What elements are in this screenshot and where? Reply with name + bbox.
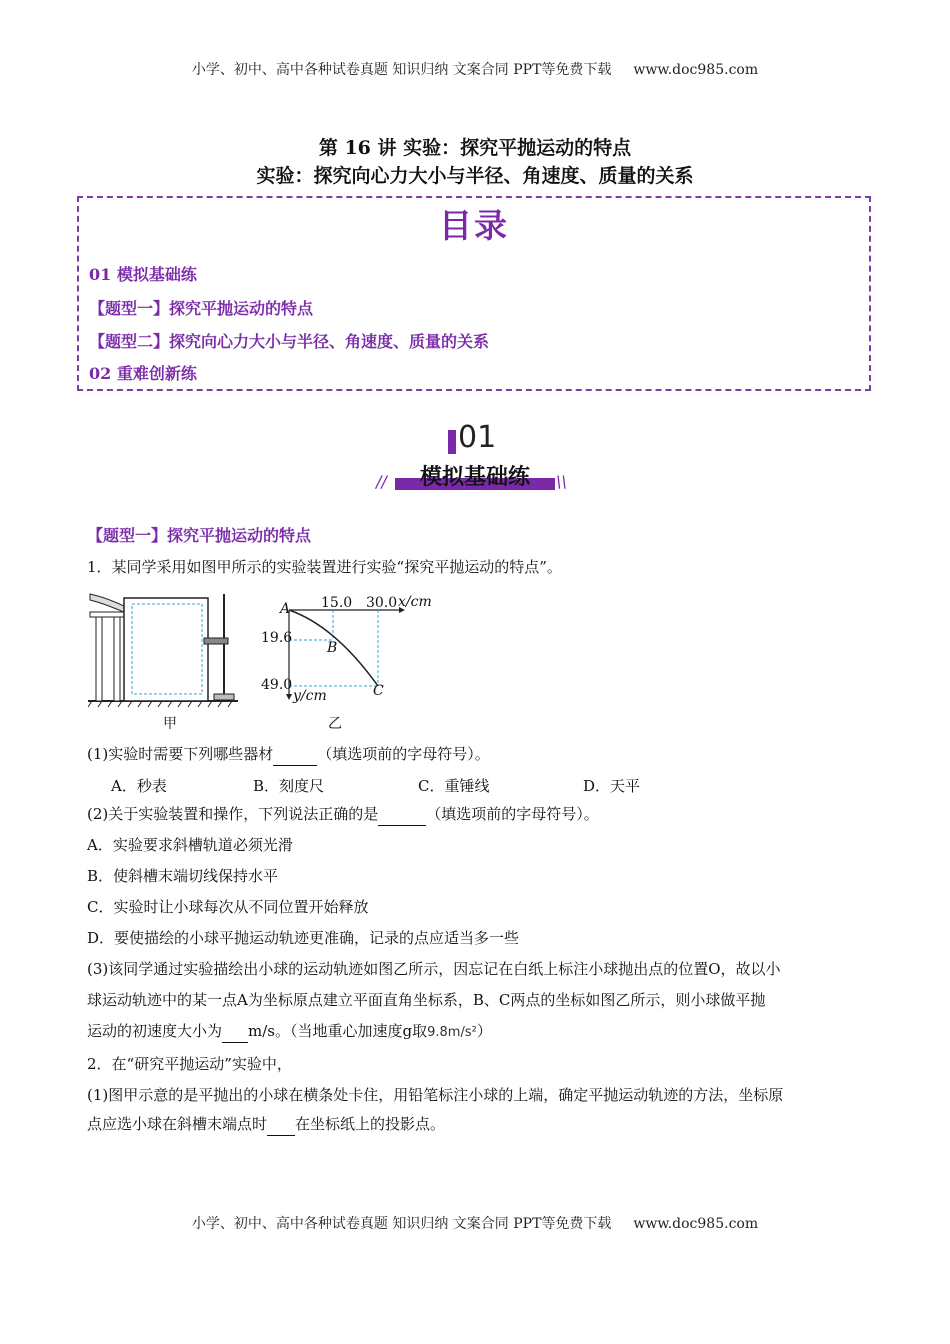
q1-sub2-text: (2)关于实验装置和操作，下列说法正确的是 bbox=[87, 805, 379, 823]
q1-sub3-blank[interactable] bbox=[222, 1020, 248, 1043]
y-tick-49: 49.0 bbox=[261, 677, 293, 693]
q1-sub1-option-a[interactable]: A．秒表 bbox=[111, 777, 167, 795]
header-text: 小学、初中、高中各种试卷真题 知识归纳 文案合同 PPT等免费下载 bbox=[191, 62, 612, 78]
point-a-label: A bbox=[280, 601, 291, 617]
toc-item-advanced[interactable]: 02 重难创新练 bbox=[89, 364, 197, 383]
figure-yi-caption: 乙 bbox=[328, 716, 342, 732]
toc-item-basic[interactable]: 01 模拟基础练 bbox=[89, 265, 197, 284]
toc-heading: 目录 bbox=[439, 206, 509, 245]
table-of-contents bbox=[77, 196, 871, 391]
q1-sub2-option-a[interactable]: A．实验要求斜槽轨道必须光滑 bbox=[87, 836, 293, 854]
q1-sub1-text: (1)实验时需要下列哪些器材 bbox=[87, 745, 274, 763]
page-subtitle: 实验：探究向心力大小与半径、角速度、质量的关系 bbox=[256, 165, 694, 187]
toc-item-type1[interactable]: 【题型一】探究平抛运动的特点 bbox=[89, 299, 314, 318]
q1-sub1-option-d[interactable]: D．天平 bbox=[583, 777, 641, 795]
page-title: 第 16 讲 实验：探究平抛运动的特点 bbox=[318, 137, 632, 159]
q1-sub2-tail: （填选项前的字母符号）。 bbox=[426, 805, 599, 823]
q1-sub3-line3 bbox=[87, 1020, 492, 1044]
q1-sub2 bbox=[87, 803, 599, 826]
right-slash-decoration: \\ bbox=[556, 472, 567, 491]
q2-sub1-tail: 在坐标纸上的投影点。 bbox=[295, 1115, 446, 1133]
section-number: 01 bbox=[458, 420, 497, 455]
q1-sub1-tail: （填选项前的字母符号）。 bbox=[317, 745, 490, 763]
figure-jia-caption: 甲 bbox=[163, 716, 177, 732]
point-c-label: C bbox=[373, 683, 384, 699]
x-tick-15: 15.0 bbox=[321, 595, 353, 611]
x-axis-label: x/cm bbox=[398, 594, 432, 610]
question-type-heading: 【题型一】探究平抛运动的特点 bbox=[87, 526, 312, 545]
q1-sub3-text: 运动的初速度大小为 bbox=[87, 1022, 223, 1040]
q2-sub1-text: 点应选小球在斜槽末端点时 bbox=[87, 1115, 268, 1133]
figure-apparatus bbox=[88, 586, 243, 708]
q1-sub3-close: ） bbox=[476, 1022, 492, 1040]
footer-text: 小学、初中、高中各种试卷真题 知识归纳 文案合同 PPT等免费下载 bbox=[191, 1216, 612, 1232]
q2-sub1-line2 bbox=[87, 1113, 445, 1136]
q2-sub1-line1: (1)图甲示意的是平抛出的小球在横条处卡住，用铅笔标注小球的上端，确定平抛运动轨迹的方法，坐标原 bbox=[87, 1086, 784, 1104]
header-site[interactable]: www.doc985.com bbox=[633, 62, 759, 78]
q1-sub2-blank[interactable] bbox=[378, 803, 426, 826]
page-header bbox=[0, 59, 950, 79]
q1-sub3-line1: (3)该同学通过实验描绘出小球的运动轨迹如图乙所示，因忘记在白纸上标注小球抛出点的位置O，故以小 bbox=[87, 960, 781, 978]
toc-item-type2[interactable]: 【题型二】探究向心力大小与半径、角速度、质量的关系 bbox=[89, 332, 490, 351]
gravity-value: 9.8m/s² bbox=[427, 1025, 477, 1040]
y-tick-19-6: 19.6 bbox=[261, 630, 293, 646]
q1-sub3-unit: m/s。（当地重心加速度g取 bbox=[248, 1022, 428, 1040]
footer-site[interactable]: www.doc985.com bbox=[633, 1216, 759, 1232]
y-axis-label: y/cm bbox=[293, 688, 327, 704]
q1-stem: 1．某同学采用如图甲所示的实验装置进行实验“探究平抛运动的特点”。 bbox=[87, 558, 562, 576]
q2-sub1-blank[interactable] bbox=[267, 1113, 295, 1136]
q1-sub3-line2: 球运动轨迹中的某一点A为坐标原点建立平面直角坐标系，B、C两点的坐标如图乙所示，则小球做平抛 bbox=[87, 991, 766, 1009]
left-slash-decoration: // bbox=[376, 472, 387, 491]
page-footer bbox=[0, 1213, 950, 1233]
x-tick-30: 30.0 bbox=[366, 595, 398, 611]
q1-sub1-blank[interactable] bbox=[273, 743, 317, 766]
q2-stem: 2．在“研究平抛运动”实验中， bbox=[87, 1055, 292, 1073]
q1-sub1 bbox=[87, 743, 490, 766]
q1-sub2-option-d[interactable]: D．要使描绘的小球平抛运动轨迹更准确，记录的点应适当多一些 bbox=[87, 929, 520, 947]
q1-sub1-option-c[interactable]: C．重锤线 bbox=[418, 777, 490, 795]
q1-sub2-option-c[interactable]: C．实验时让小球每次从不同位置开始释放 bbox=[87, 898, 369, 916]
section-banner bbox=[370, 420, 580, 500]
section-number-accent bbox=[448, 430, 456, 454]
q1-sub2-option-b[interactable]: B．使斜槽末端切线保持水平 bbox=[87, 867, 279, 885]
q1-sub1-option-b[interactable]: B．刻度尺 bbox=[253, 777, 325, 795]
section-label: 模拟基础练 bbox=[419, 465, 530, 490]
point-b-label: B bbox=[327, 640, 338, 656]
